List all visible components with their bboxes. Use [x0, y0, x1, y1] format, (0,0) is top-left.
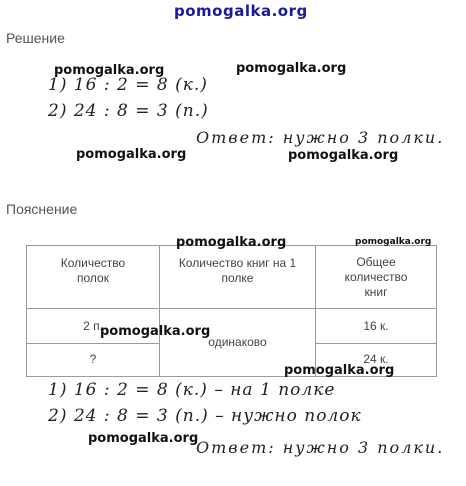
- watermark: pomogalka.org: [288, 148, 399, 163]
- explanation-line-2: 2) 24 : 8 = 3 (п.) – нужно полок: [48, 406, 362, 426]
- watermark-top: pomogalka.org: [174, 2, 308, 20]
- watermark: pomogalka.org: [100, 324, 211, 339]
- table-cell: [316, 309, 437, 344]
- explanation-heading: Пояснение: [6, 201, 78, 217]
- solution-answer: Ответ: нужно 3 полки.: [196, 128, 445, 147]
- table-header-row: [27, 246, 437, 309]
- cell-books-per-shelf: одинаково: [208, 335, 267, 349]
- solution-line-2: 2) 24 : 8 = 3 (п.): [48, 101, 209, 121]
- cell-total: 24 к.: [363, 352, 389, 366]
- cell-total: 16 к.: [363, 319, 389, 333]
- data-table: [26, 245, 437, 377]
- header-total-books: Общее количество книг: [344, 255, 408, 299]
- watermark: pomogalka.org: [284, 363, 395, 378]
- header-books-per-shelf: Количество книг на 1 полке: [178, 256, 297, 285]
- watermark: pomogalka.org: [54, 63, 165, 78]
- cell-shelves: ?: [89, 352, 97, 366]
- watermark: pomogalka.org: [236, 61, 347, 76]
- header-cell: [27, 246, 160, 309]
- solution-line-1: 1) 16 : 2 = 8 (к.): [48, 75, 208, 95]
- header-cell: [160, 246, 316, 309]
- cell-shelves: 2 п.: [83, 319, 103, 333]
- table-cell: [27, 344, 160, 377]
- explanation-line-1: 1) 16 : 2 = 8 (к.) – на 1 полке: [48, 380, 336, 400]
- watermark: pomogalka.org: [176, 235, 287, 250]
- watermark: pomogalka.org: [76, 147, 187, 162]
- header-shelves: Количество полок: [60, 256, 126, 285]
- header-cell: [316, 246, 437, 309]
- watermark: pomogalka.org: [88, 431, 199, 446]
- solution-heading: Решение: [6, 30, 65, 46]
- explanation-answer: Ответ: нужно 3 полки.: [196, 438, 445, 457]
- table-row: [27, 309, 437, 344]
- watermark: pomogalka.org: [355, 237, 432, 247]
